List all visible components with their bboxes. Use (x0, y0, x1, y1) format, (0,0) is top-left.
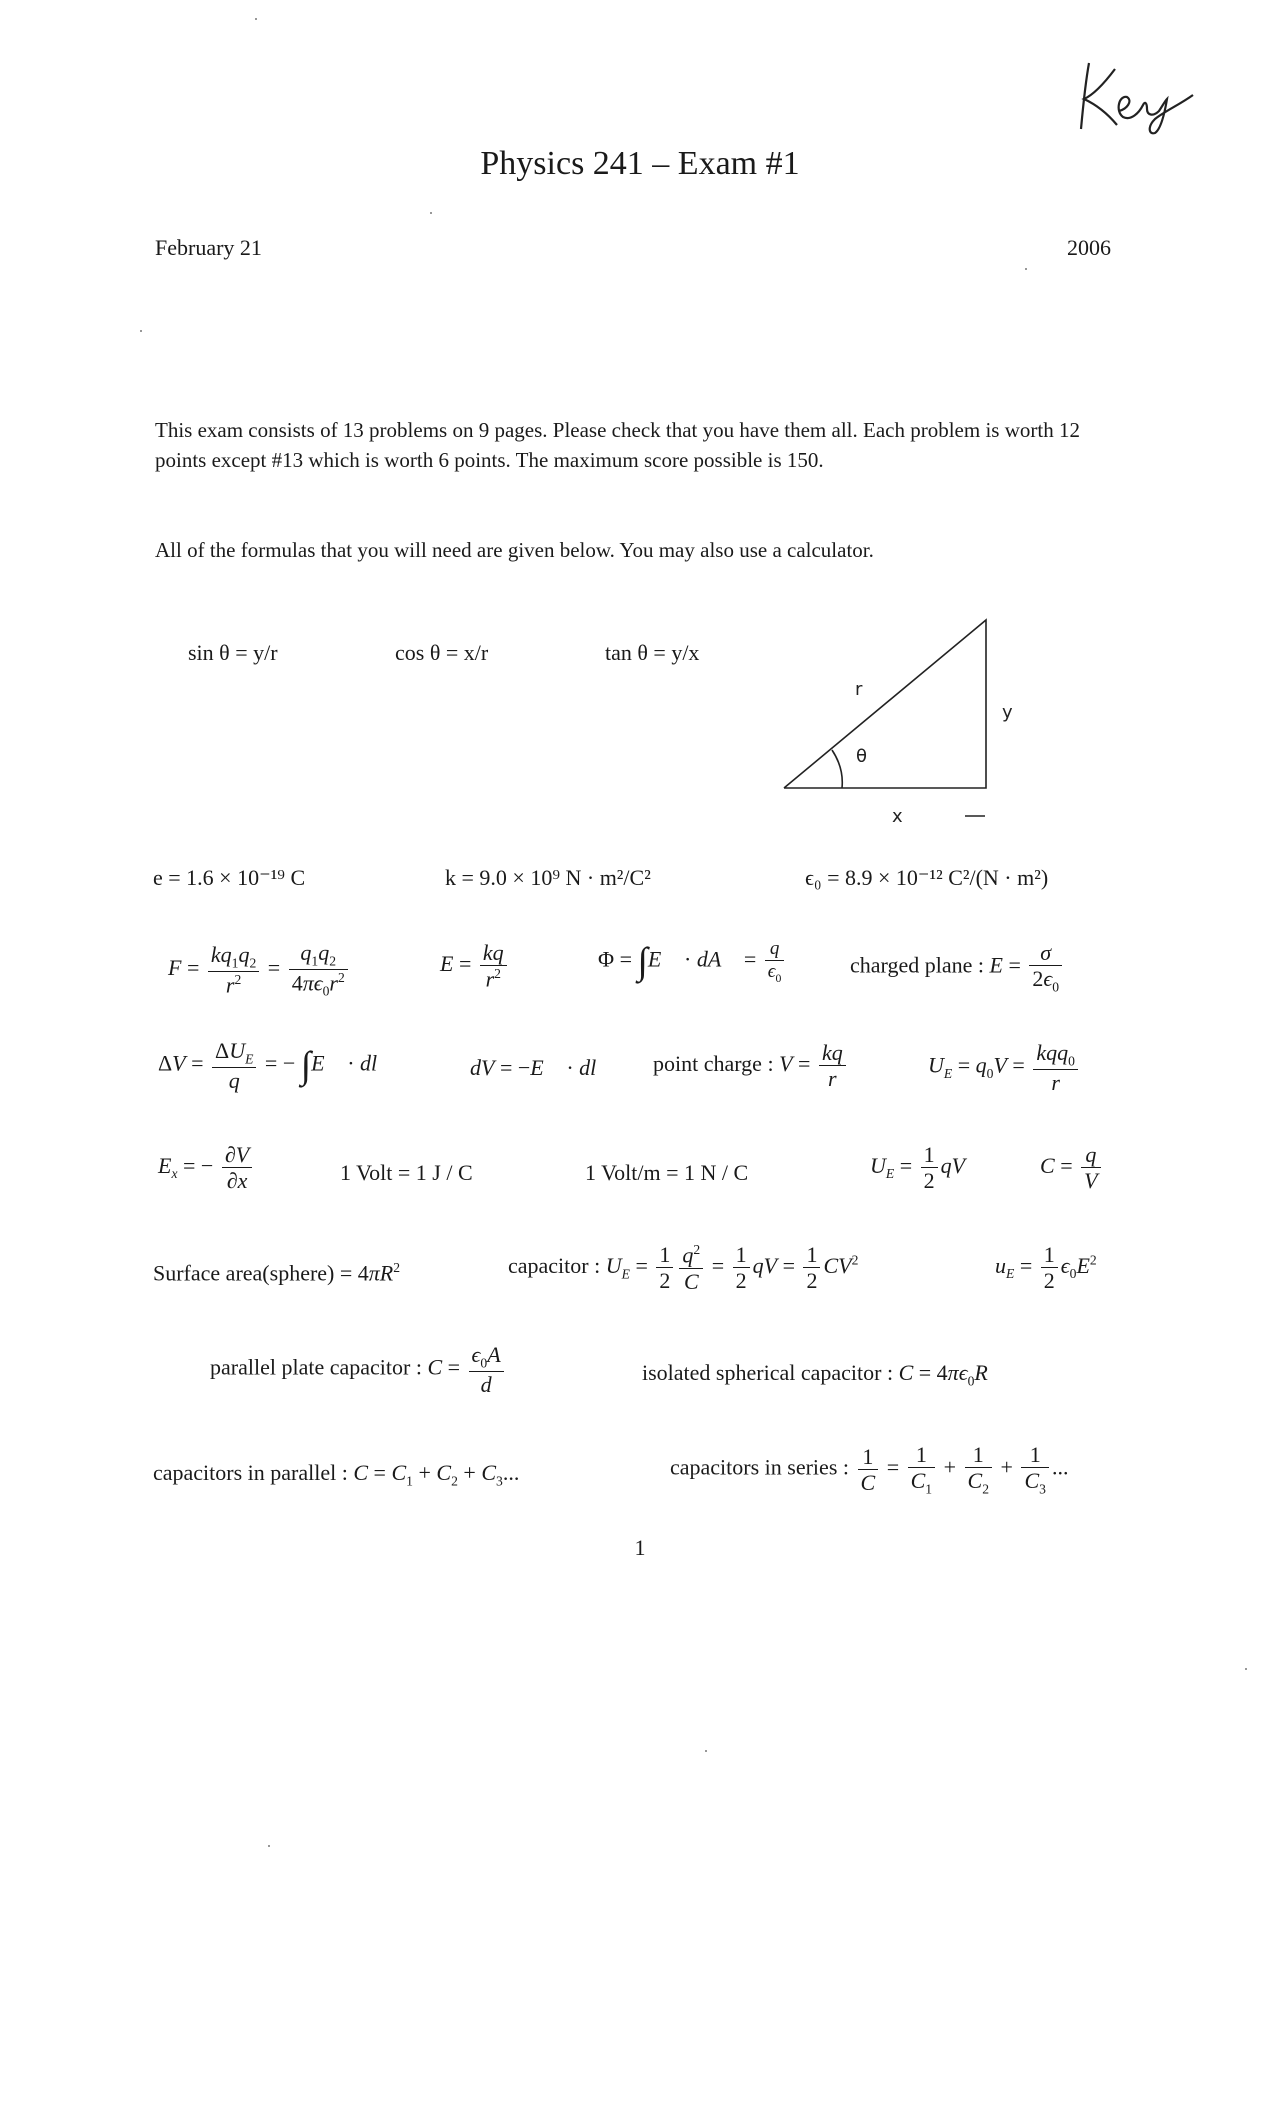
isolated-spherical-label: isolated spherical capacitor : (642, 1360, 894, 1385)
charged-plane-formula: charged plane : E = $\frac{\sigma}{2\epsilon_0}$ (850, 940, 1065, 995)
potential-energy-formula: $U_E = q_0V$ = kqq$_0$ r (928, 1040, 1081, 1095)
right-triangle-diagram (770, 610, 1030, 830)
gauss-law-formula: Φ = ∫E⃗ · dA⃗ = $\frac{q}{\epsilon_0}$ (598, 938, 787, 985)
charged-plane-label: charged plane : (850, 952, 984, 978)
spherical-capacitor-formula: isolated spherical capacitor : $C = 4\pi\epsilon_0R$ (642, 1360, 988, 1389)
dv-formula: dV = −E⃗ · dl⃗ (470, 1055, 614, 1080)
scan-speck (705, 1750, 707, 1752)
parallel-plate-label: parallel plate capacitor : (210, 1354, 422, 1380)
exam-year: 2006 (1067, 235, 1111, 260)
exam-instructions: This exam consists of 13 problems on 9 pages. Please check that you have them all. Each problem is worth 12 points except #13 which is worth 6 points. The maximum score possible is 150. (155, 418, 1080, 472)
ue-half-qv-formula: $U_E$ = $\frac{1}{2}$ qV (870, 1142, 966, 1194)
triangle-label-theta: θ (856, 746, 868, 767)
energy-density-formula: $u_E$ = $\frac{1}{2}$ $\epsilon_0E^2$ (995, 1242, 1097, 1294)
volt-per-meter-definition: 1 Volt/m = 1 N / C (585, 1160, 749, 1185)
capacitor-label: capacitor : (508, 1253, 601, 1278)
field-gradient-formula: $E_x$ = − $\frac{\partial V}{\partial x}$ (158, 1142, 255, 1194)
page-title: Physics 241 – Exam #1 (480, 145, 800, 182)
angle-arc (832, 750, 842, 788)
sphere-surface-area-formula: Surface area(sphere) = $4\pi R^2$ (153, 1260, 401, 1286)
capacitance-definition-formula: C = $\frac{q}{V}$ (1040, 1142, 1104, 1194)
sin-formula: sin θ = y/r (188, 640, 278, 665)
cap-parallel-label: capacitors in parallel : (153, 1460, 348, 1485)
scan-speck (255, 18, 257, 20)
coulomb-law-formula: F = $\frac{kq_1q_2}{r^2}$ = $\frac{q_1q_2}{4\pi\epsilon_0r^2}$ (168, 940, 351, 999)
point-charge-potential-formula: point charge : V = $\frac{kq}{r}$ (653, 1040, 849, 1092)
electric-field-formula: E = $\frac{kq}{r^2}$ (440, 940, 510, 992)
electron-charge-constant: e = 1.6 × 10⁻¹⁹ C (153, 865, 306, 890)
tan-formula: tan θ = y/x (605, 640, 700, 665)
scan-speck (1245, 1668, 1247, 1670)
capacitors-series-formula: capacitors in series : $\frac{1}{C}$ = $\frac{1}{C_1}$ + $\frac{1}{C_2}$ + $\frac{1}{C_3}$ ... (670, 1442, 1069, 1497)
potential-difference-formula: ΔV = $\Delta U_E$ q = − ∫E⃗ · dl⃗ (158, 1038, 395, 1094)
coulomb-constant: k = 9.0 × 10⁹ N · m²/C² (445, 865, 651, 890)
point-charge-label: point charge : (653, 1050, 774, 1076)
scan-speck (140, 330, 142, 332)
page-number: 1 (634, 1535, 646, 1560)
capacitors-parallel-formula: capacitors in parallel : $C = C_1 + C_2 + C_3$... (153, 1460, 520, 1489)
exam-date: February 21 (155, 235, 262, 260)
surface-area-label: Surface area(sphere) = (153, 1260, 353, 1286)
triangle-label-y: y (1002, 702, 1013, 723)
triangle-shape (784, 620, 986, 788)
formulas-note: All of the formulas that you will need are given below. You may also use a calculator. (155, 538, 874, 562)
triangle-label-x: x (892, 806, 903, 827)
scan-speck (430, 212, 432, 214)
handwritten-key-signature (1075, 55, 1205, 140)
capacitor-energy-formula: capacitor : $U_E$ = $\frac{1}{2}$ $\frac{q^2}{C}$ = $\frac{1}{2}$ qV = $\frac{1}{2}$ $CV^2$ (508, 1242, 859, 1294)
cap-series-label: capacitors in series : (670, 1454, 849, 1480)
triangle-label-r: r (855, 679, 863, 700)
cos-formula: cos θ = x/r (395, 640, 489, 665)
scan-speck (268, 1845, 270, 1847)
parallel-plate-capacitor-formula: parallel plate capacitor : C = $\frac{\epsilon_0A}{d}$ (210, 1342, 507, 1397)
scan-speck (1025, 268, 1027, 270)
volt-definition: 1 Volt = 1 J / C (340, 1160, 473, 1185)
permittivity-constant: ϵ₀ = 8.9 × 10⁻¹² C²/(N · m²) (805, 865, 1049, 890)
